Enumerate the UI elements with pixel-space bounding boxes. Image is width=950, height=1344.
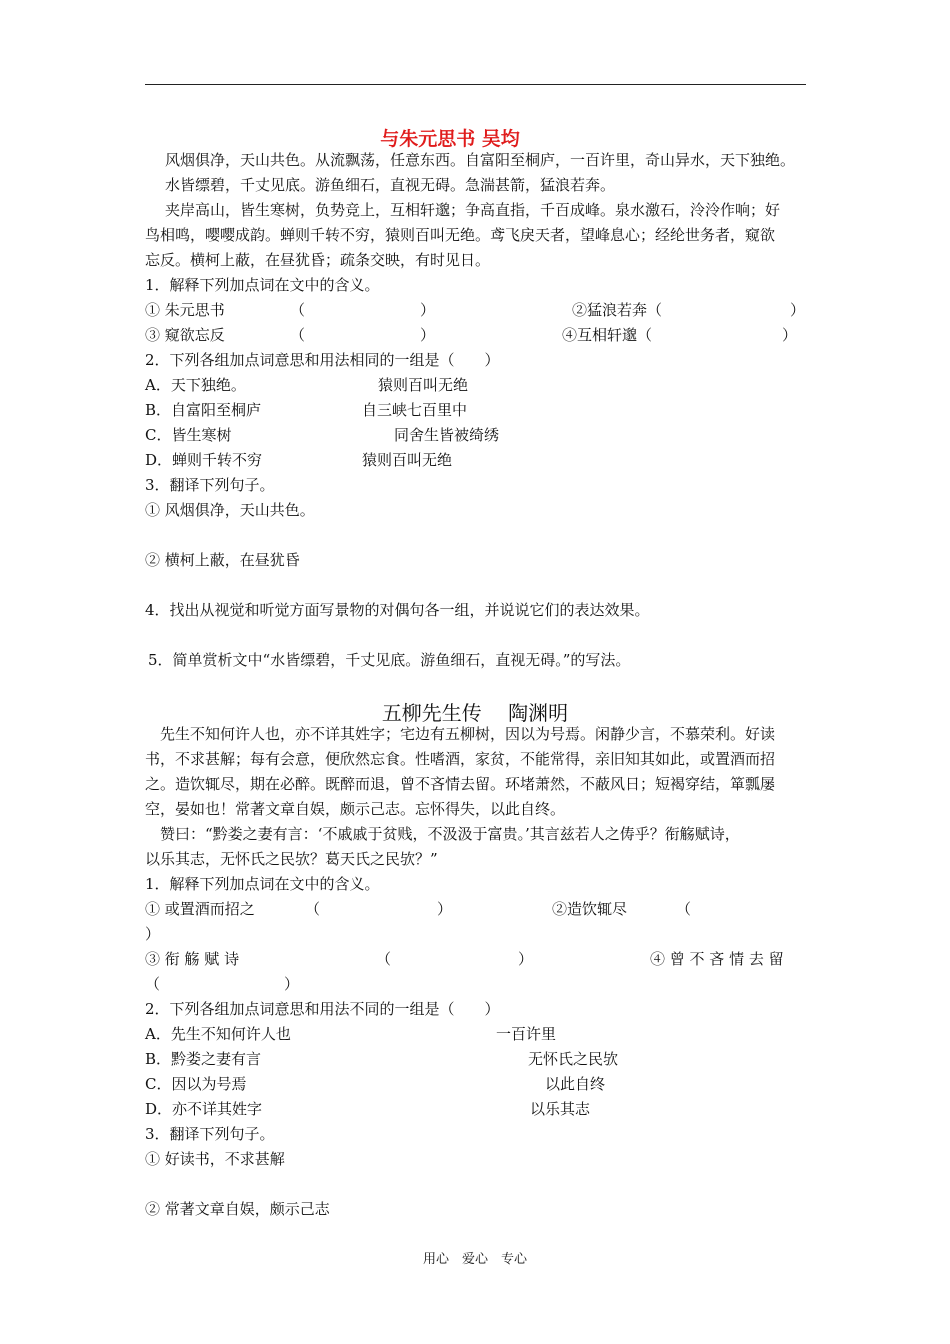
s1-q5: 5．简单赏析文中“水皆缥碧，千丈见底。游鱼细石，直视无碍。”的写法。 (148, 651, 631, 669)
header-rule (145, 84, 806, 85)
section2-title: 五柳先生传 陶渊明 (381, 701, 569, 725)
s1-q1-paren-close: ） (782, 326, 798, 344)
s1-para-line-4: 鸟相鸣，嘤嘤成韵。蝉则千转不穷，猿则百叫无绝。鸢飞戾天者，望峰息心；经纶世务者，窥欲 (145, 226, 776, 244)
s2-q1-paren-close: ） (518, 950, 534, 968)
s1-q3: 3．翻译下列句子。 (145, 476, 275, 494)
s1-q1-paren-open: （ (290, 301, 306, 319)
s1-q1: 1．解释下列加点词在文中的含义。 (145, 276, 380, 294)
s2-q3-item-2: ② 常著文章自娱，颇示己志 (145, 1200, 330, 1218)
s2-q2-opt-b: B．黔娄之妻有言 (145, 1050, 262, 1068)
s1-q2-opt-d-pair: 猿则百叫无绝 (362, 451, 453, 469)
s1-para-line-1: 风烟俱净，天山共色。从流飘荡，任意东西。自富阳至桐庐，一百许里，奇山异水，天下独绝。 (165, 151, 796, 169)
s1-q1-paren-close: ） (420, 326, 436, 344)
s2-para-line-3: 之。造饮辄尽，期在必醉。既醉而退，曾不吝情去留。环堵萧然，不蔽风日；短褐穿结，箪瓢屡 (145, 775, 776, 793)
s2-q2-opt-d: D．亦不详其姓字 (145, 1100, 263, 1118)
s1-q2-opt-c-pair: 同舍生皆被绮绣 (394, 426, 500, 444)
s2-q2-opt-c-pair: 以此自终 (545, 1075, 606, 1093)
s1-para-line-3: 夹岸高山，皆生寒树，负势竞上，互相轩邈；争高直指，千百成峰。泉水激石，泠泠作响；好 (165, 201, 781, 219)
s2-q3: 3．翻译下列句子。 (145, 1125, 275, 1143)
s1-para-line-2: 水皆缥碧，千丈见底。游鱼细石，直视无碍。急湍甚箭，猛浪若奔。 (165, 176, 616, 194)
s2-q1-paren-close: ） (437, 900, 453, 918)
s1-q1-paren-close: ） (790, 301, 806, 319)
s2-q2-opt-b-pair: 无怀氏之民欤 (528, 1050, 619, 1068)
s1-q2: 2．下列各组加点词意思和用法相同的一组是（ ） (145, 351, 500, 369)
s2-para-line-4: 空，晏如也！常著文章自娱，颇示己志。忘怀得失，以此自终。 (145, 800, 566, 818)
s1-q4: 4．找出从视觉和听觉方面写景物的对偶句各一组，并说说它们的表达效果。 (145, 601, 650, 619)
s1-q2-opt-c: C．皆生寒树 (145, 426, 232, 444)
s2-q1-paren-close: ） (145, 925, 161, 943)
s1-para-line-5: 忘反。横柯上蔽，在昼犹昏；疏条交映，有时见日。 (145, 251, 491, 269)
s2-q2-opt-c: C．因以为号焉 (145, 1075, 247, 1093)
s2-q1-paren-open: （ (145, 975, 161, 993)
s2-para-line-6: 以乐其志，无怀氏之民欤？葛天氏之民欤？” (145, 850, 438, 868)
s1-q1-item-4: ④互相轩邈（ (562, 326, 653, 344)
s2-para-line-5: 赞曰：“黔娄之妻有言：‘不戚戚于贫贱，不汲汲于富贵。’其言兹若人之俦乎？衔觞赋诗， (160, 825, 740, 843)
s1-q3-item-2: ② 横柯上蔽，在昼犹昏 (145, 551, 300, 569)
s2-q1-item-1: ① 或置酒而招之 (145, 900, 255, 918)
s2-q1-item-4: ④ 曾 不 吝 情 去 留 (650, 950, 784, 968)
s2-q1-paren-open: （ (376, 950, 392, 968)
s2-q2: 2．下列各组加点词意思和用法不同的一组是（ ） (145, 1000, 500, 1018)
s2-q1-paren-open: （ (676, 900, 692, 918)
s1-q2-opt-d: D．蝉则千转不穷 (145, 451, 263, 469)
s2-q1-item-2: ②造饮辄尽 (552, 900, 628, 918)
s2-para-line-2: 书，不求甚解；每有会意，便欣然忘食。性嗜酒，家贫，不能常得，亲旧知其如此，或置酒而招 (145, 750, 776, 768)
s1-q1-item-1: ① 朱元思书 (145, 301, 225, 319)
s1-q2-opt-b: B．自富阳至桐庐 (145, 401, 262, 419)
s2-q2-opt-a: A．先生不知何许人也 (145, 1025, 291, 1043)
s1-q1-item-3: ③ 窥欲忘反 (145, 326, 225, 344)
page-footer: 用心 爱心 专心 (422, 1252, 527, 1267)
s2-q1-paren-close: ） (284, 975, 300, 993)
s1-q1-paren-close: ） (420, 301, 436, 319)
s1-q1-paren-open: （ (290, 326, 306, 344)
s2-q2-opt-a-pair: 一百许里 (496, 1025, 557, 1043)
s2-para-line-1: 先生不知何许人也，亦不详其姓字；宅边有五柳树，因以为号焉。闲静少言，不慕荣利。好读 (160, 725, 776, 743)
s1-q2-opt-b-pair: 自三峡七百里中 (362, 401, 468, 419)
s2-q2-opt-d-pair: 以乐其志 (530, 1100, 591, 1118)
section1-title: 与朱元思书 吴均 (380, 128, 520, 150)
s2-q1-item-3: ③ 衔 觞 赋 诗 (145, 950, 240, 968)
s1-q1-item-2: ②猛浪若奔（ (572, 301, 663, 319)
s1-q2-opt-a: A．天下独绝。 (145, 376, 246, 394)
s1-q3-item-1: ① 风烟俱净，天山共色。 (145, 501, 315, 519)
s2-q3-item-1: ① 好读书，不求甚解 (145, 1150, 285, 1168)
s2-q1: 1．解释下列加点词在文中的含义。 (145, 875, 380, 893)
s2-q1-paren-open: （ (305, 900, 321, 918)
s1-q2-opt-a-pair: 猿则百叫无绝 (378, 376, 469, 394)
